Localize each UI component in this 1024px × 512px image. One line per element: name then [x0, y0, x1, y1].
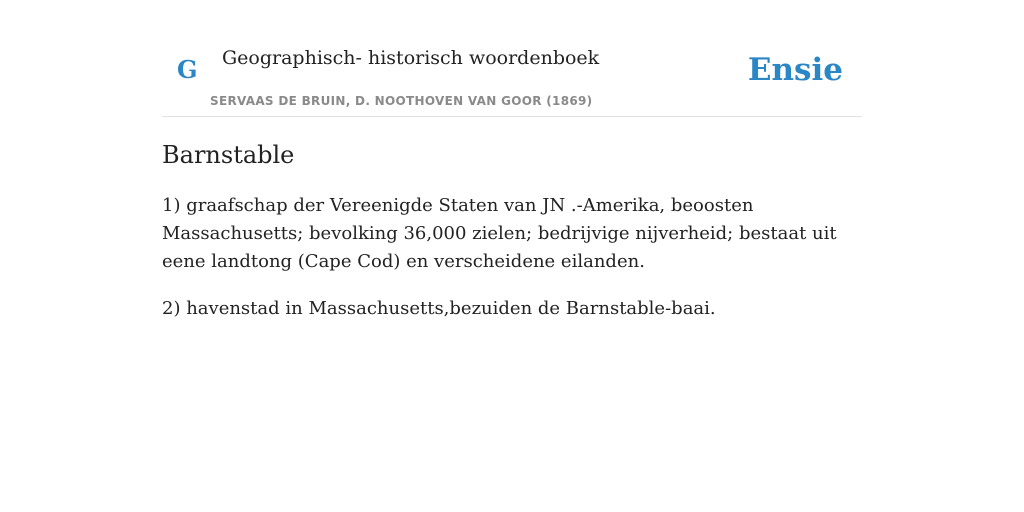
definition-item: 1) graafschap der Vereenigde Staten van JN .-Amerika, beoosten Massachusetts; bevolking 36,000 zielen; bedrijvige nijverheid; bestaat uit eene landtong (Cape Cod) en verscheidene eilanden.	[162, 195, 837, 272]
page-content	[162, 0, 862, 319]
book-author: SERVAAS DE BRUIN, D. NOOTHOVEN VAN GOOR (1869)	[210, 94, 593, 108]
entry-title: Barnstable	[162, 141, 295, 169]
ensie-logo-link[interactable]: Ensie	[747, 52, 843, 88]
definition-list	[162, 192, 852, 342]
book-title-link[interactable]: Geographisch- historisch woordenboek	[222, 47, 600, 69]
page-header	[162, 0, 862, 117]
definition-item: 2) havenstad in Massachusetts,bezuiden de Barnstable-baai.	[162, 298, 716, 319]
book-letter-icon[interactable]: G	[177, 55, 198, 84]
